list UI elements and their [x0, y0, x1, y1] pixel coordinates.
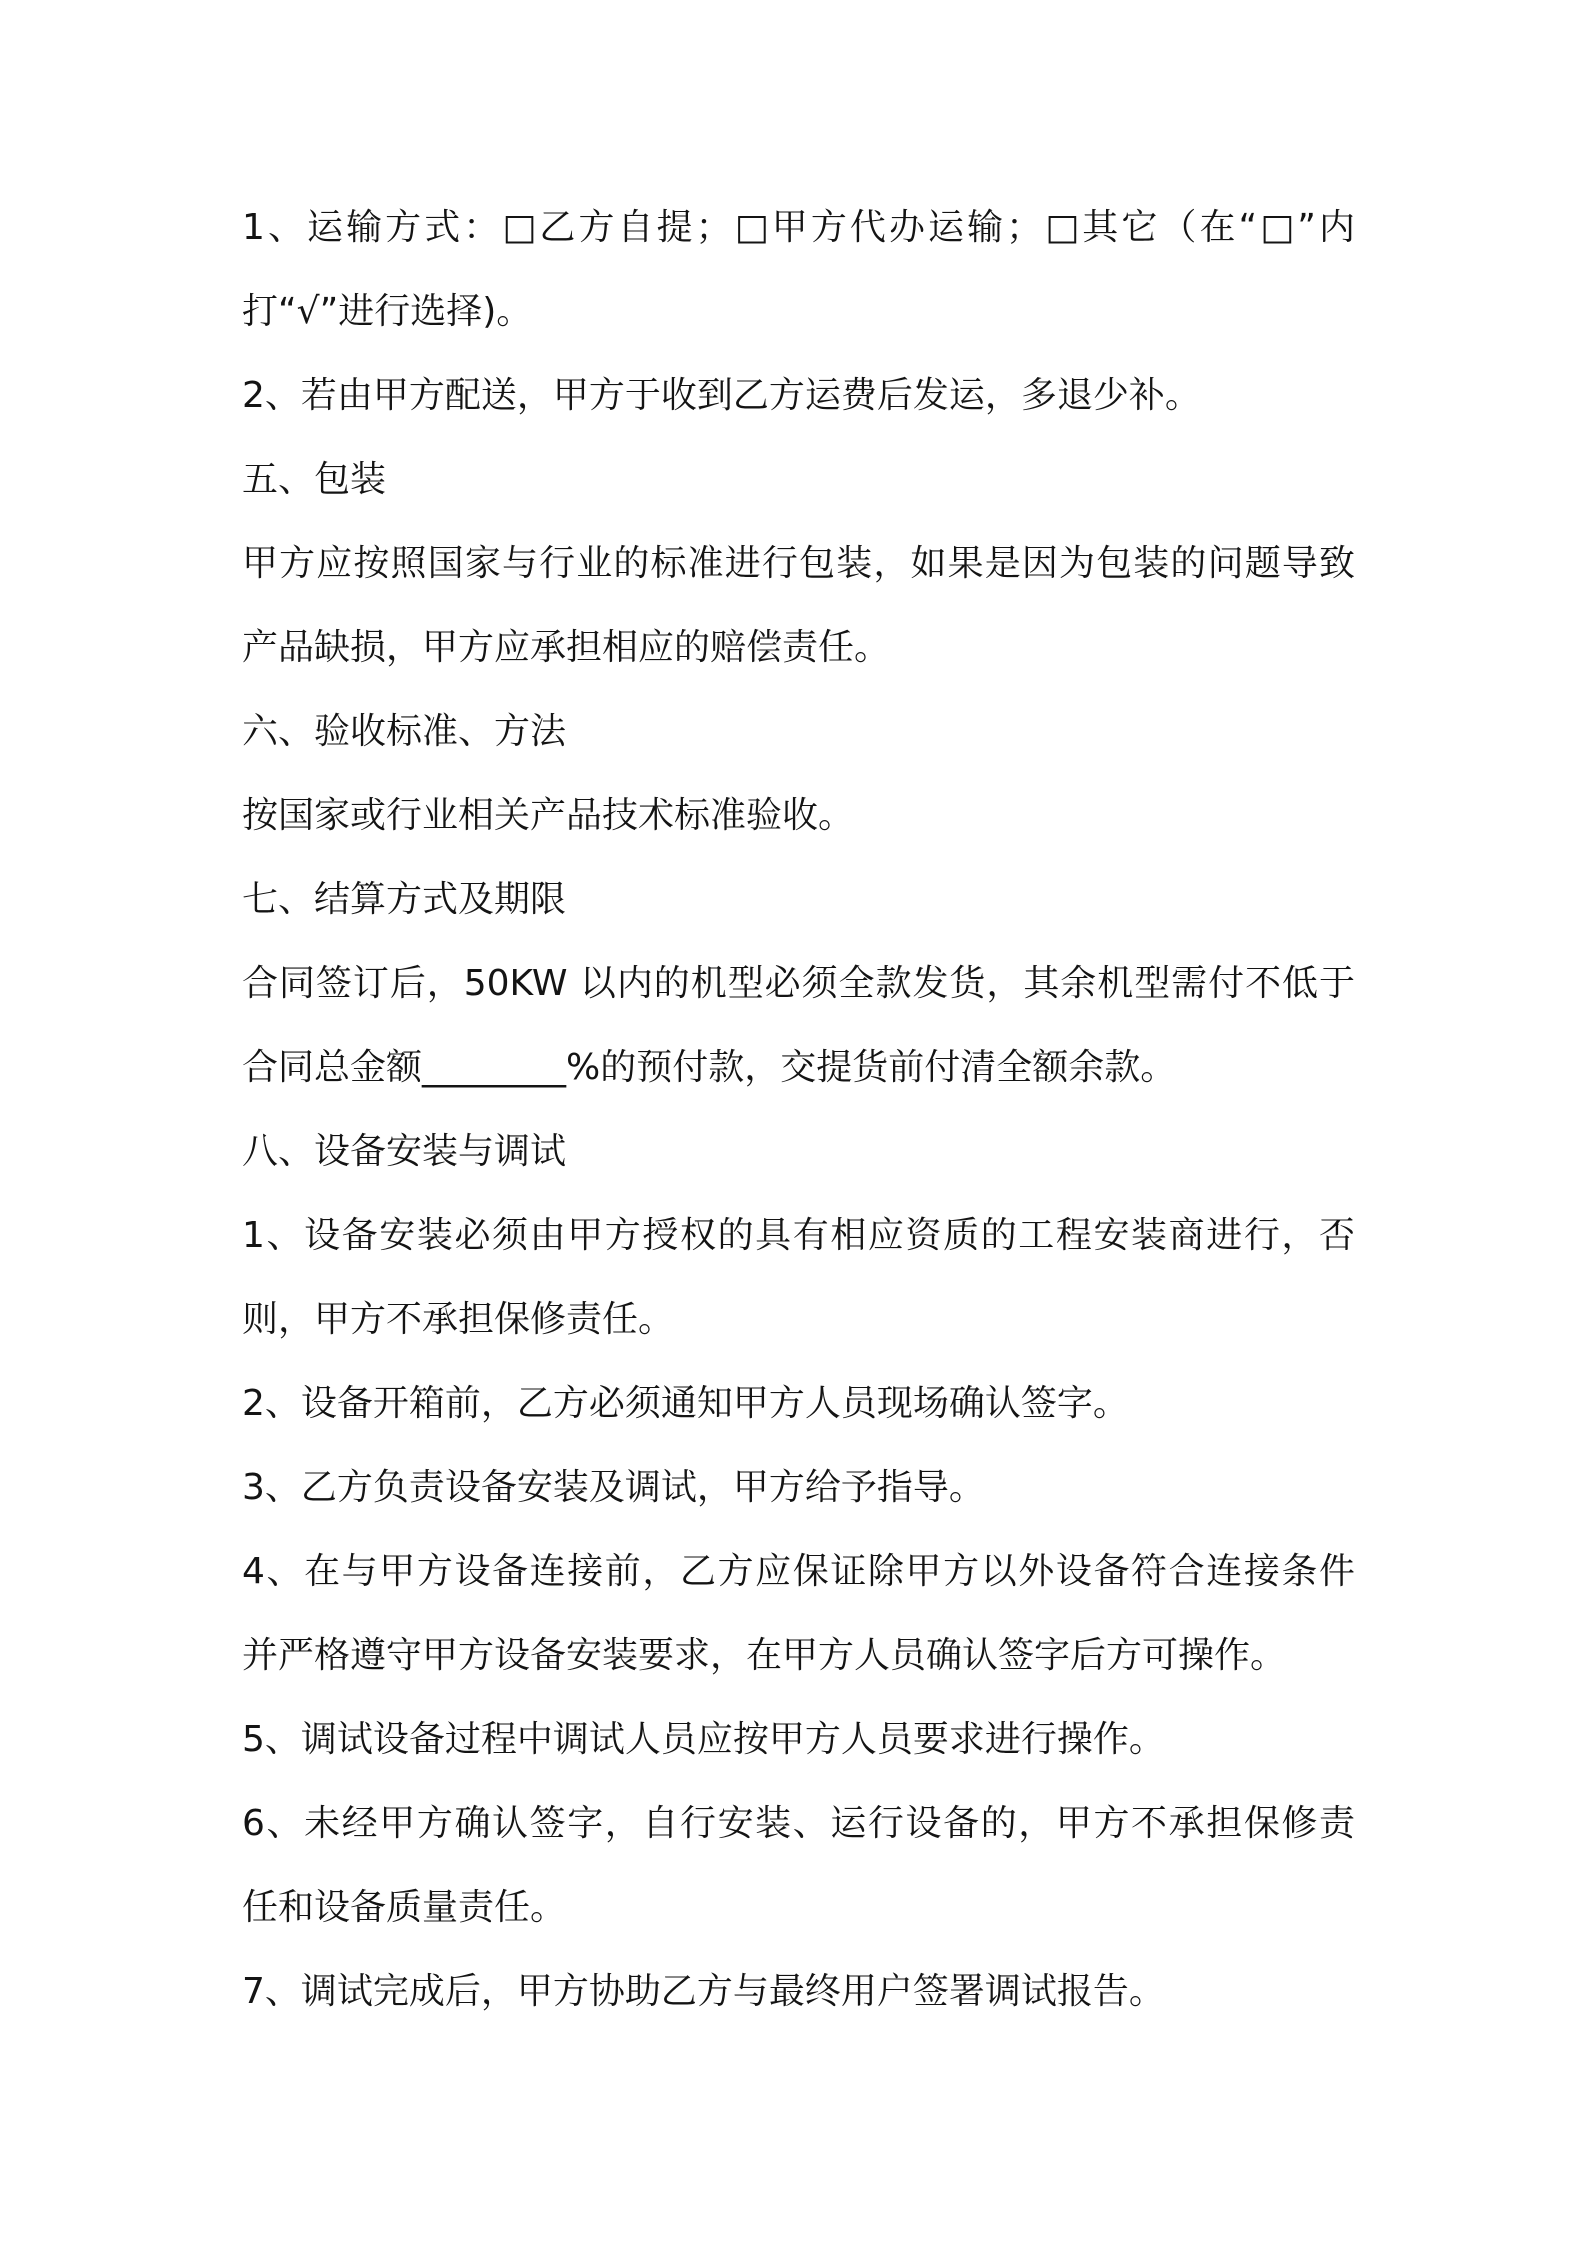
contract-section	[242, 438, 1355, 690]
text-line: 则，甲方不承担保修责任。	[242, 1299, 675, 1340]
paragraph	[242, 942, 1355, 1110]
contract-section	[242, 858, 1355, 1110]
text-line: 打“√”进行选择)。	[242, 291, 533, 332]
text-line: 6、未经甲方确认签字，自行安装、运行设备的，甲方不承担保修责	[242, 1803, 1355, 1844]
text-line: 产品缺损，甲方应承担相应的赔偿责任。	[242, 627, 891, 668]
text-line: 2、若由甲方配送，甲方于收到乙方运费后发运，多退少补。	[242, 375, 1201, 416]
paragraph	[242, 1530, 1355, 1698]
paragraph	[242, 522, 1355, 690]
paragraph	[242, 1194, 1355, 1362]
section-heading: 五、包装	[242, 459, 387, 500]
paragraph	[242, 774, 1355, 858]
text-line: 合同总金额________%的预付款，交提货前付清全额余款。	[242, 1047, 1177, 1088]
text-line: 5、调试设备过程中调试人员应按甲方人员要求进行操作。	[242, 1719, 1165, 1760]
text-line: 1、运输方式：□乙方自提；□甲方代办运输；□其它（在“□”内	[242, 207, 1355, 248]
paragraph	[242, 1362, 1355, 1446]
text-line: 3、乙方负责设备安装及调试，甲方给予指导。	[242, 1467, 985, 1508]
text-line: 合同签订后，50KW 以内的机型必须全款发货，其余机型需付不低于	[242, 963, 1355, 1004]
text-line: 1、设备安装必须由甲方授权的具有相应资质的工程安装商进行，否	[242, 1215, 1355, 1256]
contract-section	[242, 690, 1355, 858]
section-heading: 七、结算方式及期限	[242, 879, 567, 920]
paragraph	[242, 1782, 1355, 1950]
text-line: 7、调试完成后，甲方协助乙方与最终用户签署调试报告。	[242, 1971, 1165, 2012]
paragraph	[242, 186, 1355, 354]
paragraph	[242, 1950, 1355, 2034]
contract-section	[242, 1110, 1355, 2034]
text-line: 任和设备质量责任。	[242, 1887, 567, 1928]
document-page	[242, 186, 1355, 2034]
paragraph	[242, 1698, 1355, 1782]
text-line: 4、在与甲方设备连接前，乙方应保证除甲方以外设备符合连接条件	[242, 1551, 1355, 1592]
paragraph	[242, 1446, 1355, 1530]
section-heading: 八、设备安装与调试	[242, 1131, 567, 1172]
text-line: 按国家或行业相关产品技术标准验收。	[242, 795, 855, 836]
paragraph	[242, 354, 1355, 438]
text-line: 并严格遵守甲方设备安装要求，在甲方人员确认签字后方可操作。	[242, 1635, 1287, 1676]
text-line: 甲方应按照国家与行业的标准进行包装，如果是因为包装的问题导致	[242, 543, 1355, 584]
text-line: 2、设备开箱前，乙方必须通知甲方人员现场确认签字。	[242, 1383, 1129, 1424]
section-heading: 六、验收标准、方法	[242, 711, 567, 752]
